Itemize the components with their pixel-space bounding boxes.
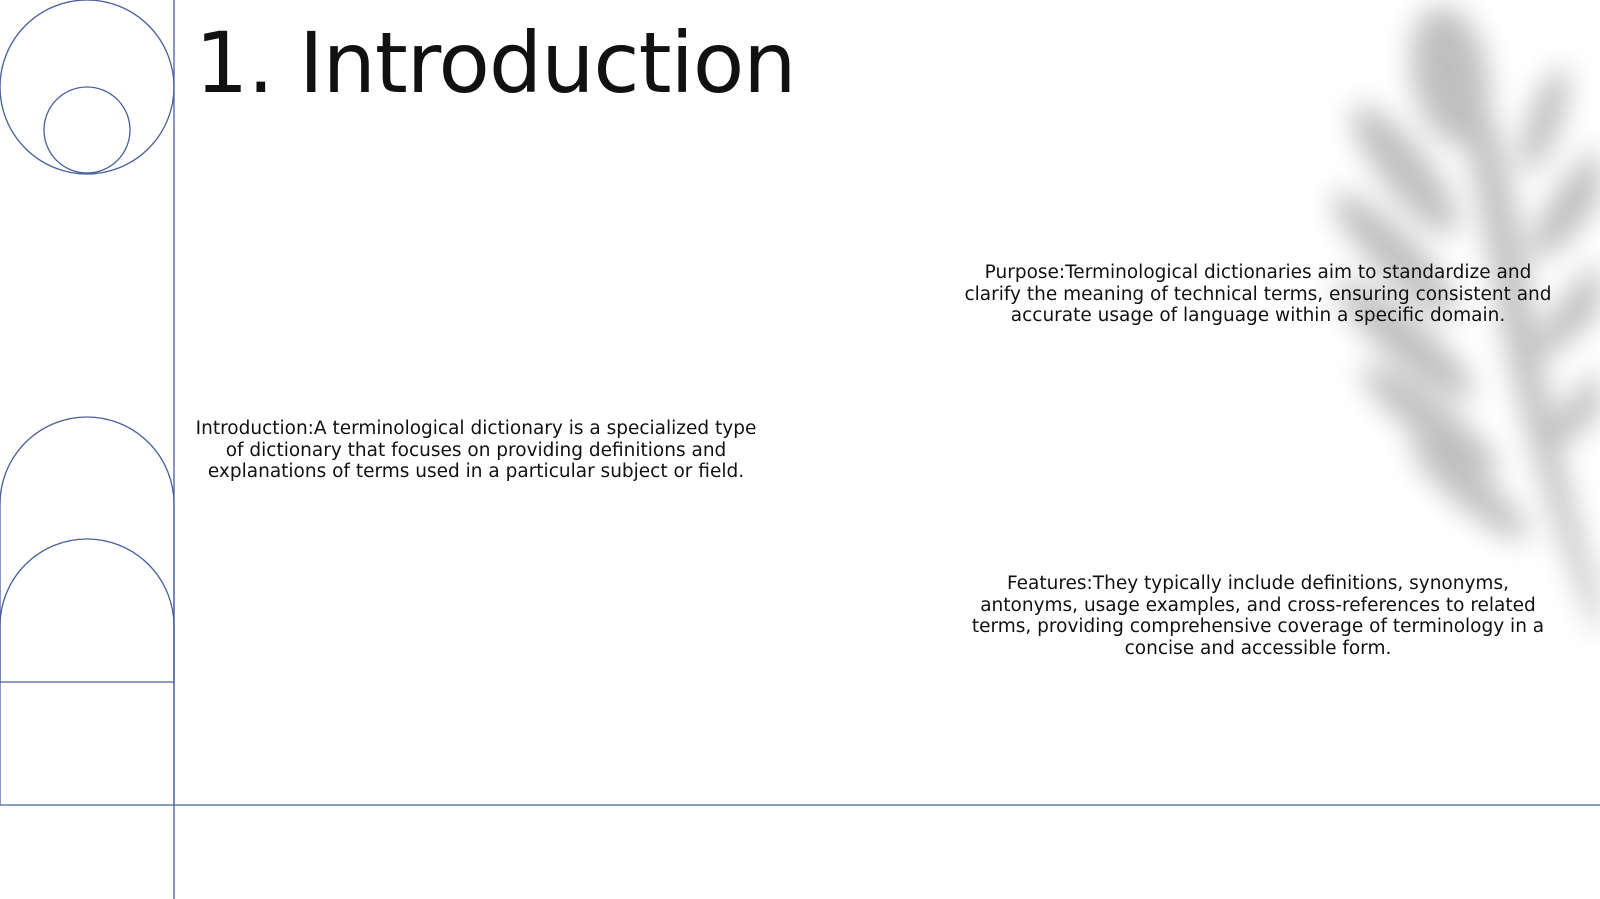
slide-title: 1. Introduction (195, 14, 796, 112)
small-circle-outline (44, 87, 130, 173)
introduction-text: Introduction:A terminological dictionary is a specialized type of dictionary that focuses on providing definitions and explanations of terms used in a particular subject or field. (195, 418, 757, 482)
lower-arch-outline (0, 539, 174, 682)
features-text: Features:They typically include definitions, synonyms, antonyms, usage examples, and cross-references to related terms, providing comprehensive coverage of terminology in a concise and accessible form. (971, 573, 1545, 659)
upper-arch-outline (0, 417, 174, 805)
purpose-text: Purpose:Terminological dictionaries aim to standardize and clarify the meaning of technical terms, ensuring consistent and accurate usage of language within a specific domain. (964, 262, 1552, 326)
